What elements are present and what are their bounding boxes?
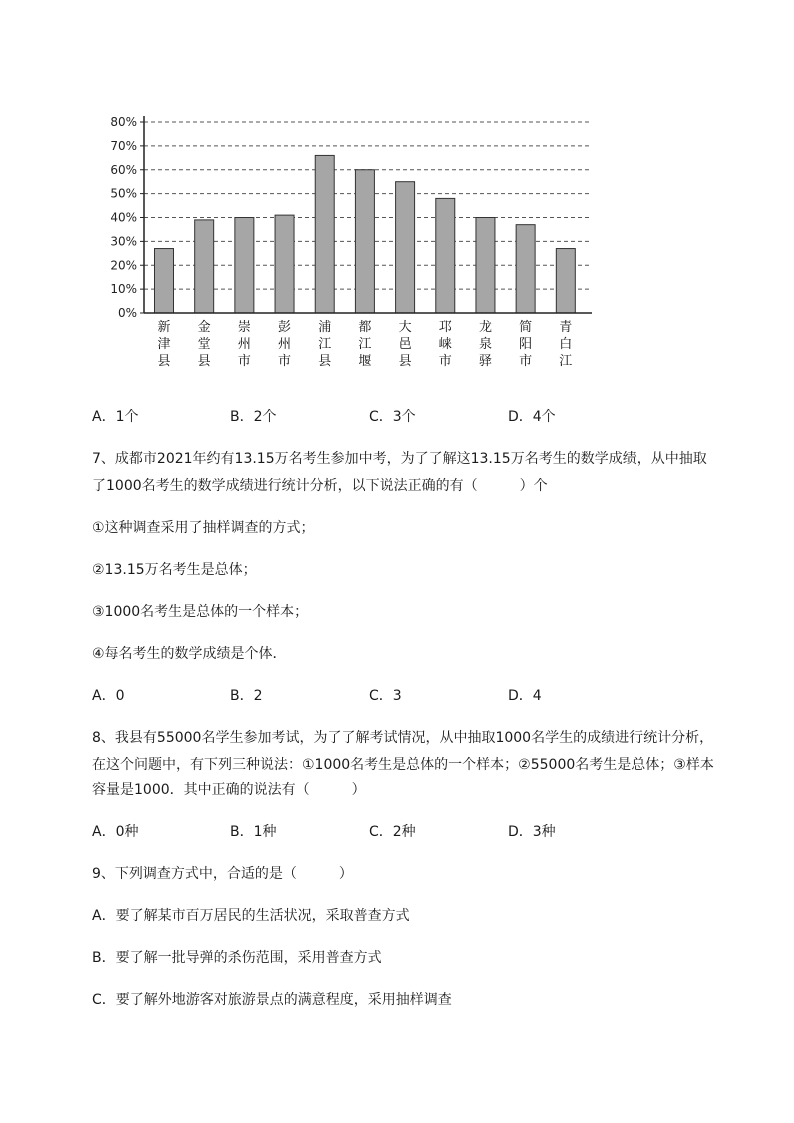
q7-statement-1: ①这种调查采用了抽样调查的方式； xyxy=(92,520,315,536)
bar-chart xyxy=(100,108,600,378)
q7-option-d[interactable]: D．4 xyxy=(508,688,542,704)
q7-stem-line1: 7、成都市2021年约有13.15万名考生参加中考，为了了解这13.15万名考生的数学成绩，从中抽取 xyxy=(92,451,707,467)
q8-option-c[interactable]: C．2种 xyxy=(369,824,416,840)
q9-option-c[interactable]: C．要了解外地游客对旅游景点的满意程度，采用抽样调查 xyxy=(92,992,452,1008)
category-label: 都江堰 xyxy=(358,320,372,369)
bar xyxy=(195,220,214,313)
q6-option-d[interactable]: D．4个 xyxy=(508,409,556,425)
y-tick-label: 70% xyxy=(110,138,137,153)
bar xyxy=(155,249,174,313)
category-label: 崇州市 xyxy=(237,320,251,369)
q9-option-a[interactable]: A．要了解某市百万居民的生活状况，采取普查方式 xyxy=(92,908,410,924)
bar xyxy=(315,155,334,313)
x-axis-labels xyxy=(157,319,572,369)
category-label: 邛崃市 xyxy=(438,320,452,369)
q7-option-a[interactable]: A．0 xyxy=(92,688,125,704)
q6-option-c[interactable]: C．3个 xyxy=(369,409,416,425)
y-tick-label: 20% xyxy=(110,258,137,273)
category-label: 简阳市 xyxy=(519,320,533,369)
bar xyxy=(436,198,455,313)
category-label: 龙泉驿 xyxy=(478,320,492,369)
q8-option-a[interactable]: A．0种 xyxy=(92,824,139,840)
q7-statement-4: ④每名考生的数学成绩是个体． xyxy=(92,646,287,662)
bar xyxy=(396,182,415,313)
y-tick-label: 60% xyxy=(110,162,137,177)
y-tick-label: 0% xyxy=(117,306,137,320)
q7-stem-line2: 了1000名考生的数学成绩进行统计分析，以下说法正确的有（ ）个 xyxy=(92,478,548,494)
category-label: 新津县 xyxy=(157,320,171,369)
bar xyxy=(355,170,374,313)
q9-option-b[interactable]: B．要了解一批导弹的杀伤范围，采用普查方式 xyxy=(92,950,382,966)
y-tick-label: 10% xyxy=(110,282,137,297)
category-label: 金堂县 xyxy=(197,320,211,369)
category-label: 浦江县 xyxy=(318,320,332,369)
q7-statement-3: ③1000名考生是总体的一个样本； xyxy=(92,604,309,620)
q8-option-d[interactable]: D．3种 xyxy=(508,824,556,840)
q7-option-c[interactable]: C．3 xyxy=(369,688,402,704)
y-tick-label: 80% xyxy=(110,115,137,129)
bar xyxy=(235,218,254,314)
q6-option-a[interactable]: A．1个 xyxy=(92,409,139,425)
q8-stem-line2: 在这个问题中，有下列三种说法：①1000名考生是总体的一个样本；②55000名考生是总体；③样本 xyxy=(92,757,714,773)
q7-option-b[interactable]: B．2 xyxy=(230,688,263,704)
q8-stem-line3: 容量是1000．其中正确的说法有（ ） xyxy=(92,782,366,798)
category-label: 青白江 xyxy=(559,320,573,369)
bar xyxy=(556,249,575,313)
bar xyxy=(275,215,294,313)
q7-statement-2: ②13.15万名考生是总体； xyxy=(92,562,257,578)
y-tick-label: 30% xyxy=(110,234,137,249)
q9-stem: 9、下列调查方式中，合适的是（ ） xyxy=(92,866,353,882)
bar xyxy=(516,225,535,313)
y-tick-label: 40% xyxy=(110,210,137,225)
q6-option-b[interactable]: B．2个 xyxy=(230,409,277,425)
q8-option-b[interactable]: B．1种 xyxy=(230,824,277,840)
bar xyxy=(476,218,495,314)
category-label: 大邑县 xyxy=(398,320,412,369)
category-label: 彭州市 xyxy=(278,320,292,369)
q8-stem-line1: 8、我县有55000名学生参加考试，为了了解考试情况，从中抽取1000名学生的成绩进行统计分析， xyxy=(92,730,714,746)
y-tick-label: 50% xyxy=(110,186,137,201)
y-axis-ticks xyxy=(110,115,144,320)
